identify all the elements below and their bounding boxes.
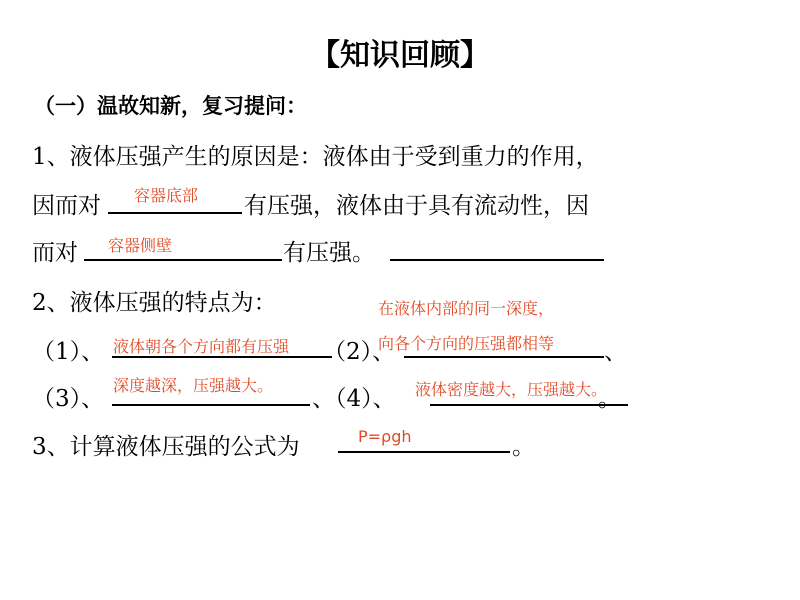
- q2-p4-end: 。: [598, 386, 621, 412]
- q2-blank2: [404, 356, 604, 358]
- q2-answer2-line1: 在液体内部的同一深度，: [378, 299, 555, 318]
- q2-answer2-line2: 向各个方向的压强都相等: [378, 334, 555, 353]
- q1-line3-pre: 而对: [32, 240, 78, 266]
- q1-line2-pre: 因而对: [32, 193, 101, 219]
- q1-line3-post: 有压强。: [283, 240, 375, 266]
- q1-answer1: 容器底部: [134, 186, 199, 205]
- q2-p1-label: （1）、: [32, 339, 105, 365]
- q2-p3-label: （3）、: [32, 386, 105, 412]
- q2-p4-label: 、（4）、: [312, 386, 396, 412]
- q2-p2-label: （2）、: [323, 339, 396, 365]
- q3-text: 3、计算液体压强的公式为: [32, 434, 300, 460]
- q1-line2-post: 有压强，液体由于具有流动性，因: [244, 193, 589, 219]
- q2-answer1: 液体朝各个方向都有压强: [113, 337, 290, 356]
- q1-answer2: 容器侧壁: [108, 236, 173, 255]
- q3-answer: P=ρgh: [358, 427, 412, 446]
- q2-line1: 2、液体压强的特点为：: [32, 290, 277, 316]
- q3-blank: [338, 451, 510, 453]
- q1-line1: 1、液体压强产生的原因是：液体由于受到重力的作用，: [32, 144, 599, 170]
- q1-blank1: [108, 212, 242, 214]
- q3-end: 。: [512, 434, 535, 460]
- page-title: 【知识回顾】: [310, 38, 490, 73]
- q2-answer4: 液体密度越大，压强越大。: [415, 380, 608, 399]
- q1-blank3: [390, 259, 604, 261]
- section-subtitle: （一）温故知新，复习提问：: [34, 94, 307, 118]
- q2-answer3: 深度越深，压强越大。: [113, 376, 274, 395]
- q2-blank3: [112, 404, 310, 406]
- q1-blank2: [84, 259, 282, 261]
- q2-p2-end: 、: [604, 339, 627, 365]
